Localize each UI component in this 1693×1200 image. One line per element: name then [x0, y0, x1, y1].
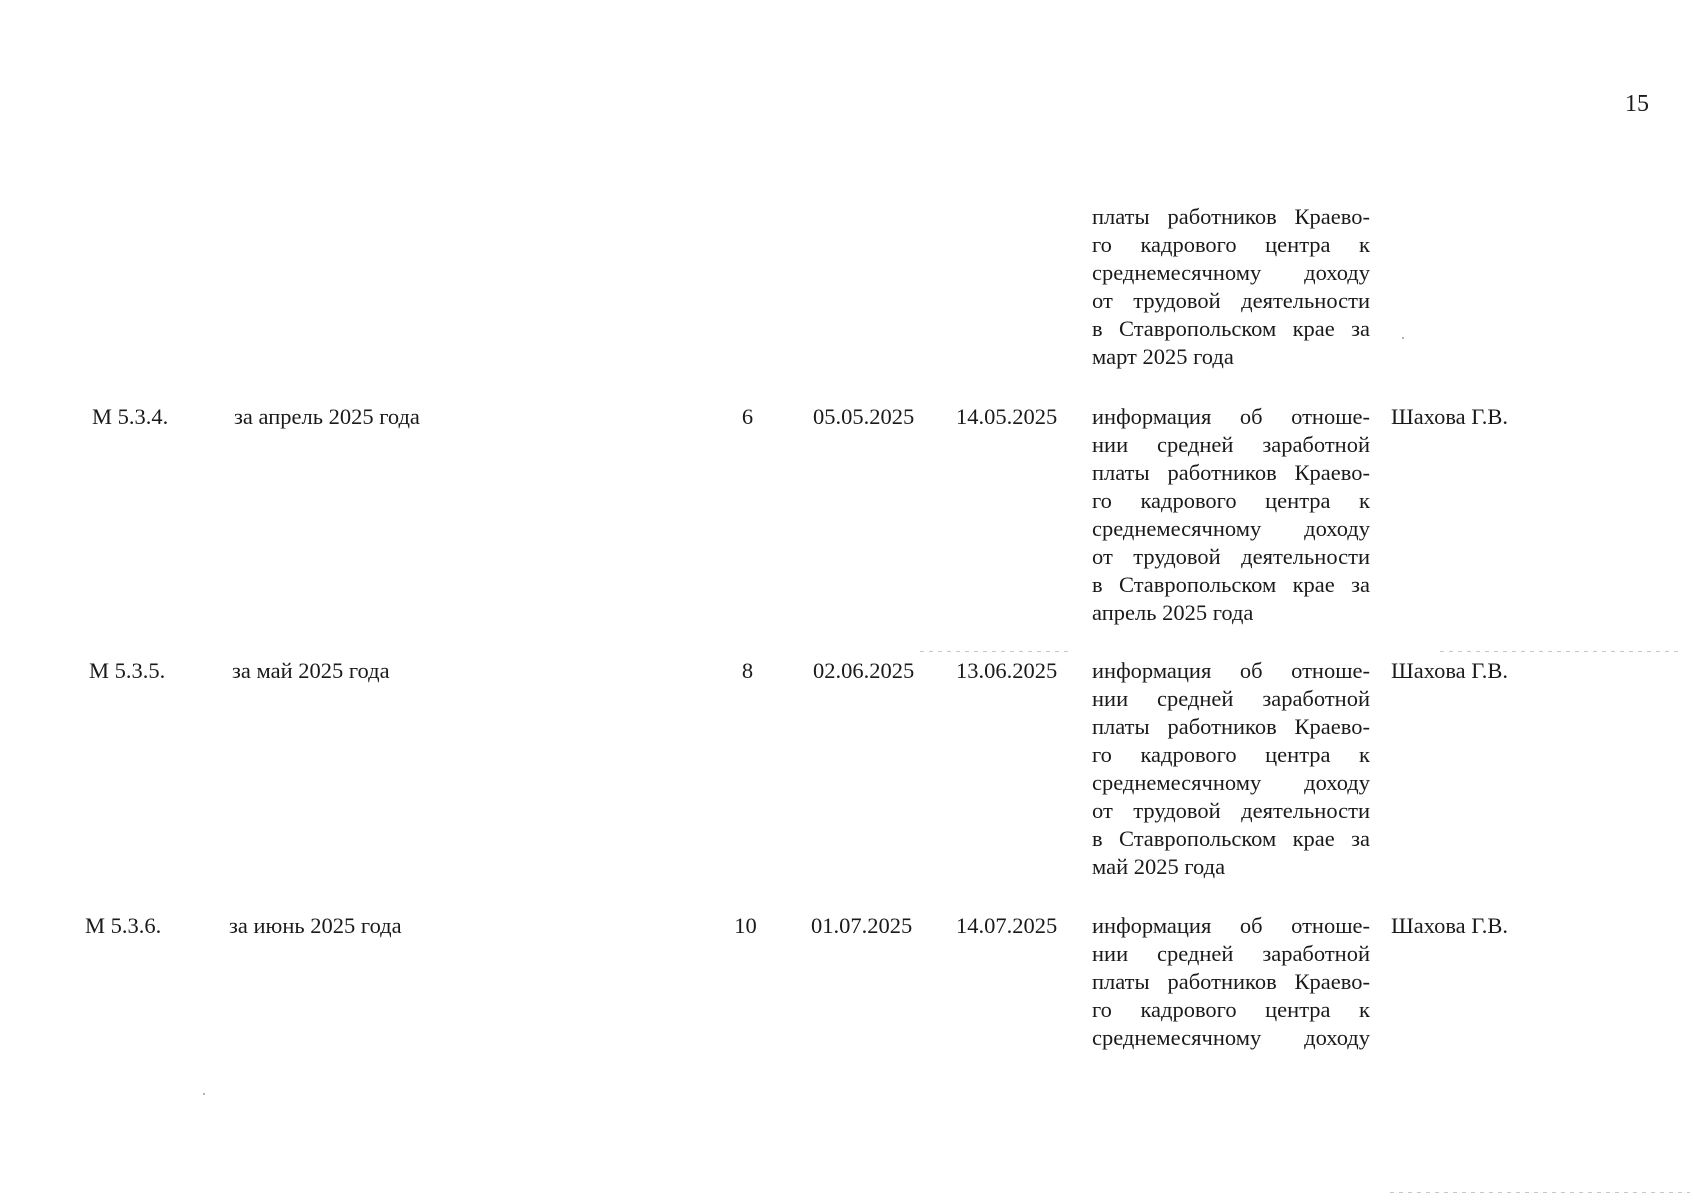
result-line: от трудовой деятельности: [1092, 544, 1370, 569]
result-line: нии средней заработной: [1092, 686, 1370, 711]
result-line: информация об отноше-: [1092, 404, 1370, 429]
result-line: платы работников Краево-: [1092, 460, 1370, 485]
result-cell: [1092, 912, 1370, 1052]
result-line: в Ставропольском крае за: [1092, 316, 1370, 341]
row-code: М 5.3.6.: [85, 913, 162, 938]
result-line: апрель 2025 года: [1092, 600, 1254, 625]
row-code: М 5.3.4.: [92, 404, 169, 429]
row-start-date: 01.07.2025: [811, 913, 913, 938]
result-cell: [1092, 657, 1370, 881]
result-line: го кадрового центра к: [1092, 488, 1370, 513]
result-line: среднемесячному доходу: [1092, 516, 1370, 541]
result-line: от трудовой деятельности: [1092, 288, 1370, 313]
result-cell: [1092, 403, 1370, 627]
row-responsible: Шахова Г.В.: [1391, 658, 1508, 683]
result-line: информация об отноше-: [1092, 913, 1370, 938]
row-number: 8: [741, 658, 754, 683]
result-line: среднемесячному доходу: [1092, 1025, 1370, 1050]
result-line: го кадрового центра к: [1092, 997, 1370, 1022]
result-line: нии средней заработной: [1092, 432, 1370, 457]
scan-speck: [203, 1093, 205, 1095]
row-end-date: 13.06.2025: [956, 658, 1058, 683]
result-line: среднемесячному доходу: [1092, 770, 1370, 795]
row-title: за май 2025 года: [232, 658, 390, 683]
scan-artifact: [920, 651, 1070, 652]
result-line: информация об отноше-: [1092, 658, 1370, 683]
result-line: нии средней заработной: [1092, 941, 1370, 966]
scan-artifact: [1440, 651, 1680, 652]
row-title: за июнь 2025 года: [229, 913, 402, 938]
row-responsible: Шахова Г.В.: [1391, 913, 1508, 938]
result-cell: [1092, 203, 1370, 371]
row-number: 6: [741, 404, 754, 429]
row-end-date: 14.05.2025: [956, 404, 1058, 429]
row-end-date: 14.07.2025: [956, 913, 1058, 938]
result-line: март 2025 года: [1092, 344, 1234, 369]
result-line: платы работников Краево-: [1092, 714, 1370, 739]
result-line: от трудовой деятельности: [1092, 798, 1370, 823]
row-start-date: 05.05.2025: [813, 404, 915, 429]
scan-artifact: [1390, 1192, 1690, 1193]
row-code: М 5.3.5.: [89, 658, 166, 683]
row-start-date: 02.06.2025: [813, 658, 915, 683]
result-line: в Ставропольском крае за: [1092, 572, 1370, 597]
page-number: 15: [1625, 91, 1649, 117]
result-line: май 2025 года: [1092, 854, 1226, 879]
result-line: платы работников Краево-: [1092, 969, 1370, 994]
row-number: 10: [734, 913, 757, 938]
result-line: среднемесячному доходу: [1092, 260, 1370, 285]
result-line: го кадрового центра к: [1092, 742, 1370, 767]
row-title: за апрель 2025 года: [234, 404, 420, 429]
result-line: платы работников Краево-: [1092, 204, 1370, 229]
row-responsible: Шахова Г.В.: [1391, 404, 1508, 429]
scan-speck: [1402, 337, 1404, 339]
result-line: в Ставропольском крае за: [1092, 826, 1370, 851]
result-line: го кадрового центра к: [1092, 232, 1370, 257]
